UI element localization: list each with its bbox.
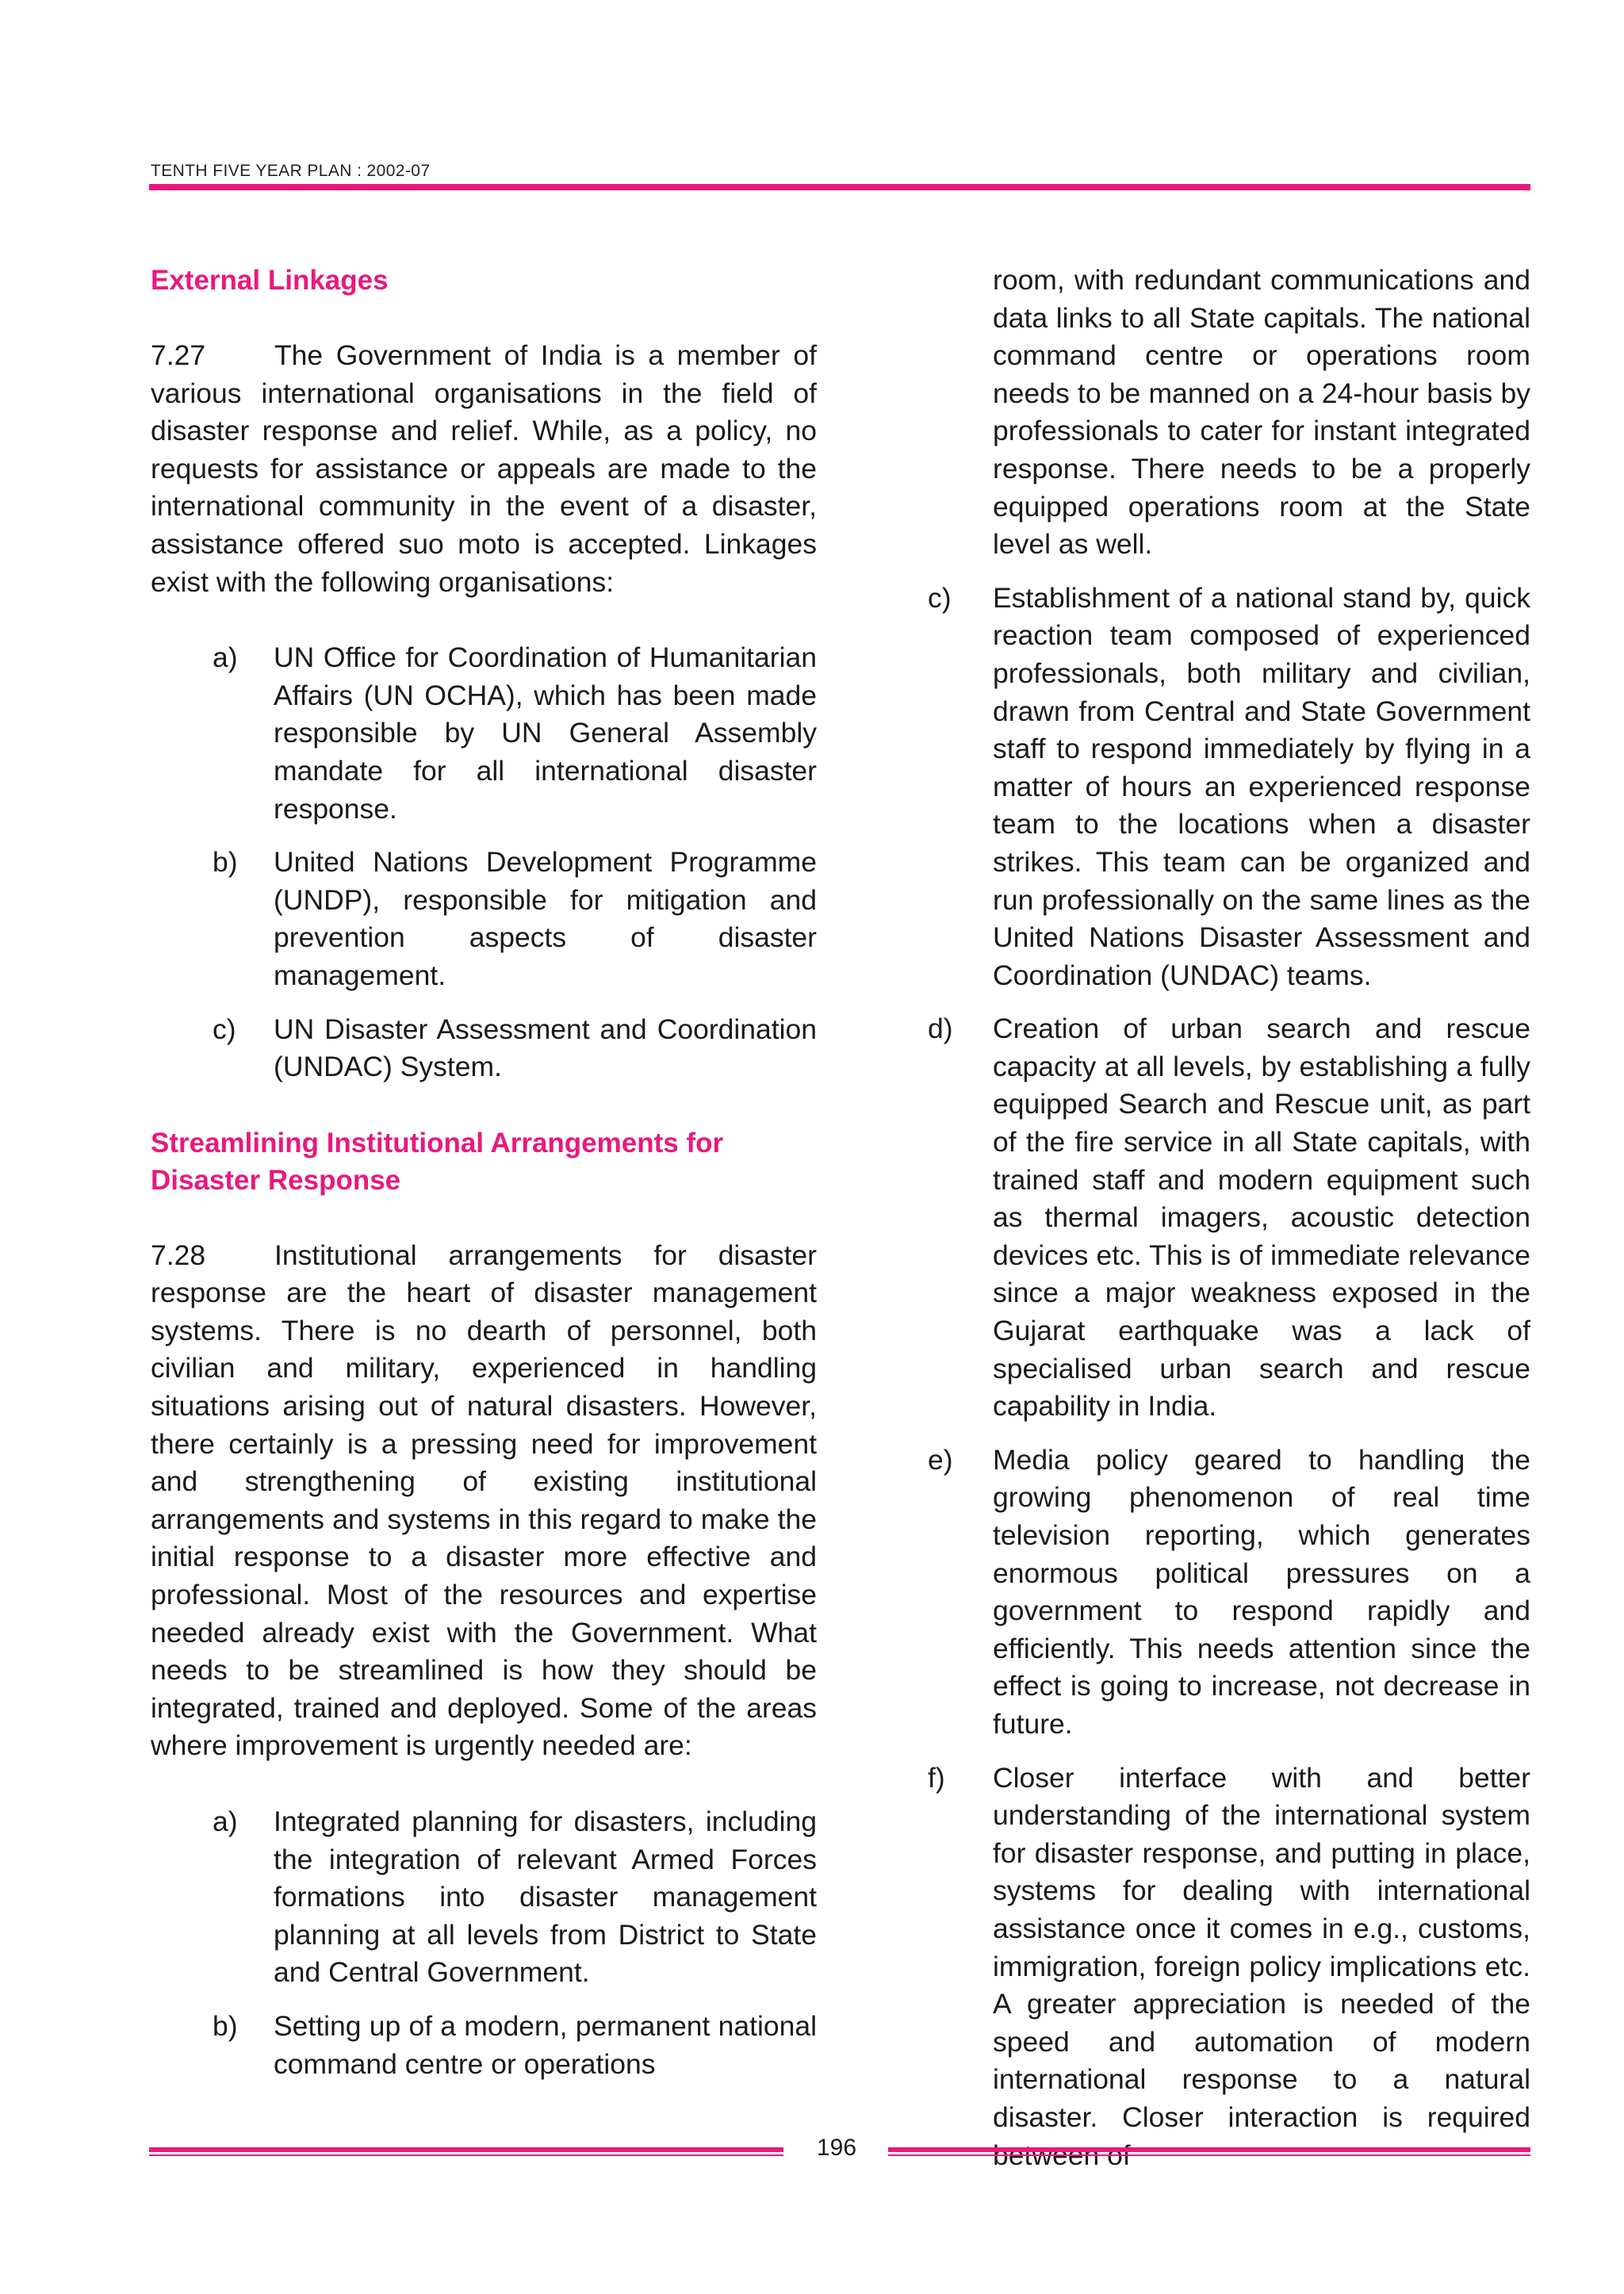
paragraph-number: 7.28 — [151, 1239, 206, 1271]
list-item — [151, 1803, 817, 1992]
paragraph-text: Institutional arrangements for disaster response are the heart of disaster management systems. There is no dearth of personnel, both civilian and military, experienced in handling situations arising out of natural disasters. However, there certainly is a pressing need for improvement and strengthening of existing institutional arrangements and systems in this regard to make the initial response to a disaster more effective and professional. Most of the resources and expertise needed already exist with the Government. What needs to be streamlined is how they should be integrated, trained and deployed. Some of the areas where improvement is urgently needed are: — [151, 1239, 817, 1762]
section-heading-external-linkages: External Linkages — [151, 265, 389, 296]
list-marker: f) — [928, 1761, 945, 1794]
list-item-text: Creation of urban search and rescue capacity at all levels, by establishing a fully equipped Search and Rescue unit, as part of the fire service in all State capitals, with trained staff and modern equipment such as thermal imagers, acoustic detection devices etc. This is of immediate relevance since a major weakness exposed in the Gujarat earthquake was a lack of specialised urban search and rescue capability in India. — [993, 1013, 1530, 1423]
list-item — [928, 1760, 1530, 2175]
list-item-text: United Nations Development Programme (UNDP), responsible for mitigation and prevention aspects of disaster management. — [274, 846, 817, 991]
list-marker: d) — [928, 1013, 953, 1045]
list-marker: c) — [213, 1013, 236, 1045]
list-marker: b) — [213, 2009, 238, 2042]
list-marker: a) — [213, 1806, 238, 1837]
paragraph-number: 7.27 — [151, 339, 206, 371]
list-marker: c) — [928, 581, 952, 614]
list-item-text: Integrated planning for disasters, including the integration of relevant Armed Forces formations into disaster management planning at all levels from District to State and Central Government. — [274, 1806, 817, 1989]
list-item — [151, 639, 817, 828]
running-header: TENTH FIVE YEAR PLAN : 2002-07 — [151, 162, 431, 180]
list-item-continuation: room, with redundant communications and data links to all State capitals. The national command centre or operations room needs to be manned on a 24-hour basis by professionals to cater for instant integrated response. There needs to be a properly equipped operations room at the State level as well. — [993, 264, 1530, 561]
footer-rule-right — [888, 2147, 1530, 2155]
list-marker: a) — [213, 641, 238, 674]
header-rule — [149, 184, 1530, 190]
left-column — [151, 262, 817, 2099]
list-item — [151, 2008, 817, 2083]
list-item — [928, 1442, 1530, 1744]
list-item-text: Media policy geared to handling the growing phenomenon of real time television reporting, which generates enormous political pressures on a government to respond rapidly and efficiently. This needs attention since the effect is going to increase, not decrease in future. — [993, 1443, 1530, 1740]
list-item-text: UN Office for Coordination of Humanitarian Affairs (UN OCHA), which has been made responsible by UN General Assembly mandate for all international disaster response. — [274, 641, 817, 825]
page-number: 196 — [816, 2135, 857, 2161]
list-item — [928, 1010, 1530, 1426]
footer-rule-left — [149, 2147, 783, 2155]
paragraph-7-27 — [151, 337, 817, 601]
improvement-areas-list — [151, 1803, 817, 2083]
list-item-text: Setting up of a modern, permanent national command centre or operations — [274, 2009, 817, 2080]
organisations-list — [151, 639, 817, 1086]
list-marker: b) — [213, 846, 238, 879]
improvement-areas-list-continued — [928, 580, 1530, 2174]
paragraph-text: The Government of India is a member of various international organisations in the field of disaster response and relief. While, as a policy, no requests for assistance or appeals are made to the international community in the event of a disaster, assistance offered suo moto is accepted. Linkages exist with the following organisations: — [151, 339, 817, 598]
paragraph-7-28 — [151, 1237, 817, 1765]
list-item — [151, 844, 817, 994]
list-item-text: Closer interface with and better understanding of the international system for disaster response, and putting in place, systems for dealing with international assistance once it comes in e.g., customs, immigration, foreign policy implications etc. A greater appreciation is needed of the speed and automation of modern international response to a natural disaster. Closer interaction is required — [993, 1761, 1530, 2133]
list-marker: e) — [928, 1443, 953, 1476]
list-item-text: Establishment of a national stand by, quick reaction team composed of experienced professionals, both military and civilian, drawn from Central and State Government staff to respond immediately by flying in a matter of hours an experienced response team to the locations when a disaster strikes. This team can be organized and run professionally on the same lines as the United Nations Disaster Assessment and Coordination (UNDAC) teams. — [993, 581, 1530, 991]
right-column — [928, 262, 1530, 2190]
section-heading-streamlining: Streamlining Institutional Arrangements for Disaster Response — [151, 1127, 724, 1196]
list-item — [928, 580, 1530, 995]
list-item-text: UN Disaster Assessment and Coordination (UNDAC) System. — [274, 1013, 817, 1083]
list-item — [151, 1011, 817, 1086]
